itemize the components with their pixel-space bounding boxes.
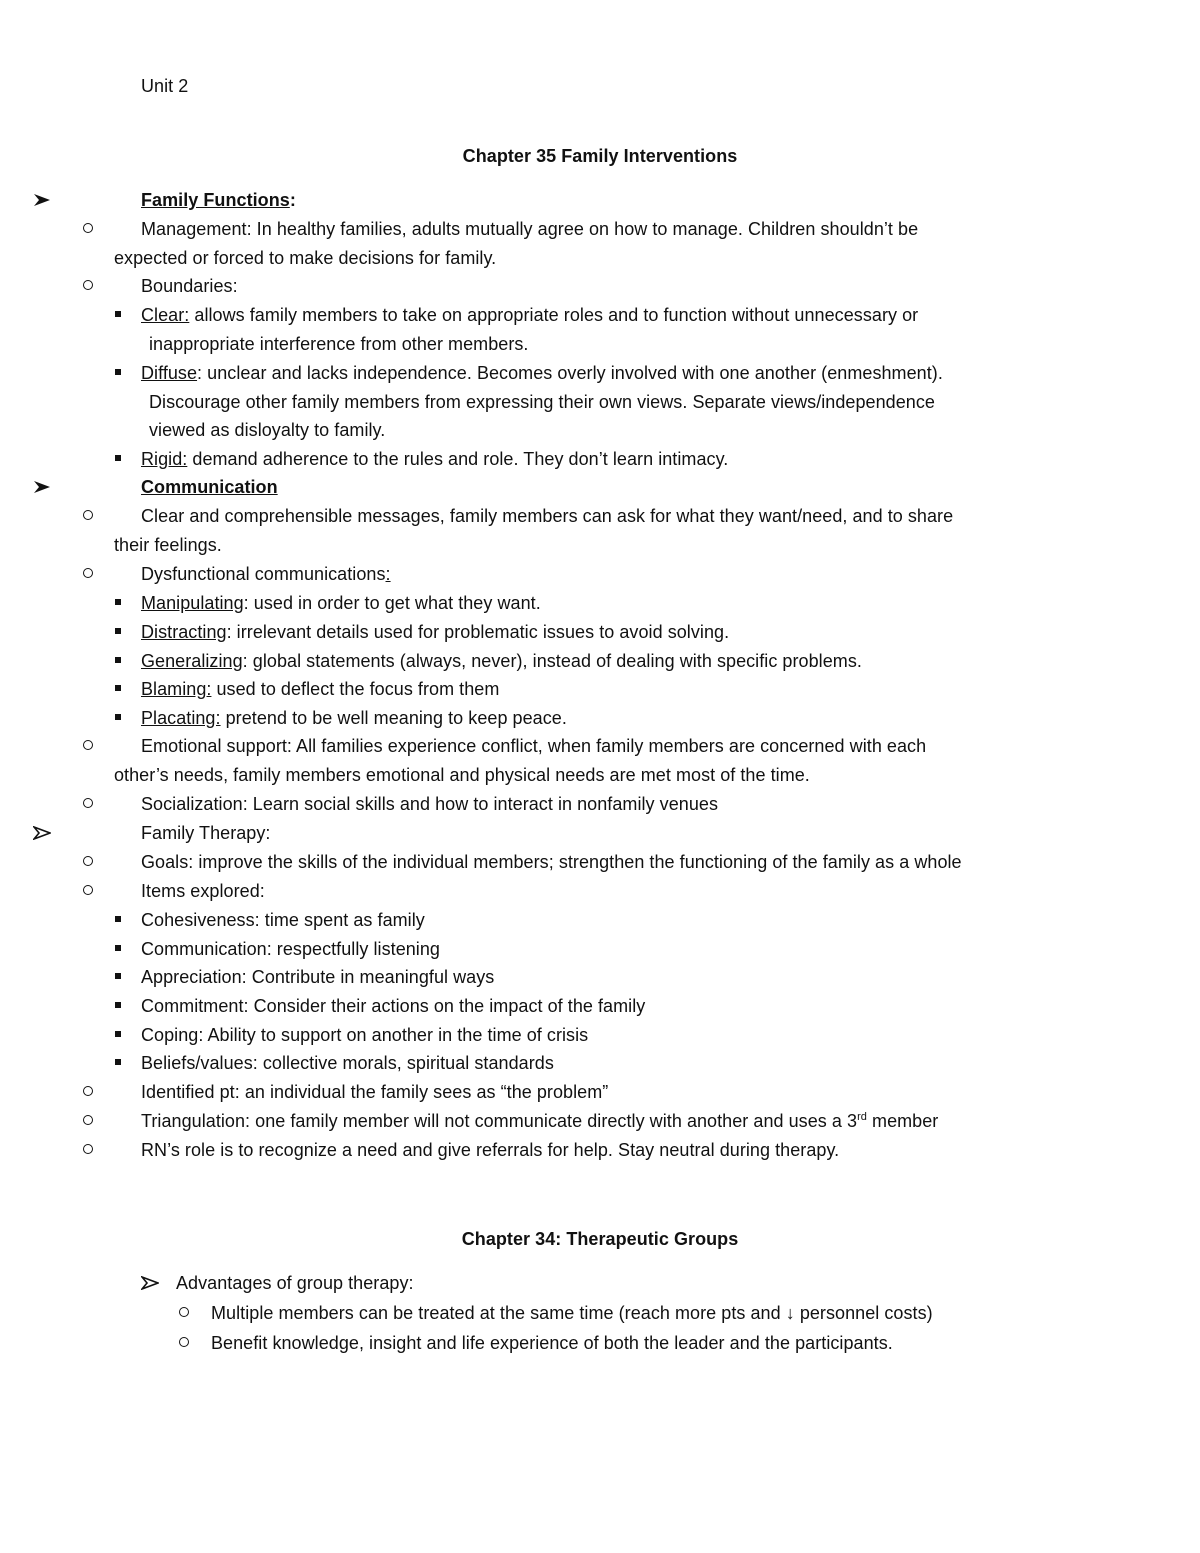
advantage-text: Multiple members can be treated at the same time (reach more pts and ↓ personnel costs)	[211, 1303, 933, 1323]
explored-item-text: Beliefs/values: collective morals, spiritual standards	[141, 1053, 554, 1073]
arrowhead-bullet-icon	[30, 474, 54, 500]
dysfunctional-term: Placating:	[141, 708, 221, 728]
clear-continuation	[0, 331, 1200, 357]
advantages-heading	[0, 1270, 1200, 1296]
circle-bullet-icon	[80, 1137, 96, 1163]
diffuse-term: Diffuse	[141, 363, 198, 383]
dysfunctional-colon: :	[385, 564, 391, 584]
list-item-explored	[0, 1050, 1200, 1076]
square-bullet-icon	[108, 907, 128, 933]
dysfunctional-text: used to deflect the focus from them	[211, 679, 500, 699]
circle-bullet-icon	[80, 791, 96, 817]
list-item-clear-messages	[0, 503, 1200, 529]
family-functions-heading	[0, 187, 1200, 213]
management-line-2: expected or forced to make decisions for family.	[114, 248, 497, 268]
circle-bullet-icon	[80, 503, 96, 529]
circle-bullet-icon	[80, 1079, 96, 1105]
list-item-advantage	[0, 1330, 1200, 1356]
clear-messages-line-1: Clear and comprehensible messages, family members can ask for what they want/need, and to share	[141, 506, 954, 526]
management-line-1: Management: In healthy families, adults mutually agree on how to manage. Children shouldn’t be	[141, 219, 919, 239]
list-item-emotional-support	[0, 733, 1200, 759]
list-item-clear	[0, 302, 1200, 328]
list-item-rigid	[0, 446, 1200, 472]
diffuse-line-2: Discourage other family members from expressing their own views. Separate views/independence	[149, 392, 935, 412]
square-bullet-icon	[108, 993, 128, 1019]
square-bullet-icon	[108, 1022, 128, 1048]
socialization-text: Socialization: Learn social skills and how to interact in nonfamily venues	[141, 794, 719, 814]
clear-messages-continuation	[0, 532, 1200, 558]
goals-text: Goals: improve the skills of the individual members; strengthen the functioning of the family as a whole	[141, 852, 962, 872]
circle-bullet-icon	[80, 1108, 96, 1134]
list-item-explored	[0, 1022, 1200, 1048]
family-therapy-label: Family Therapy:	[141, 823, 271, 843]
boundaries-label: Boundaries:	[141, 276, 238, 296]
square-bullet-icon	[108, 964, 128, 990]
ordinal-suffix: rd	[857, 1111, 867, 1123]
triangulation-end: member	[866, 1111, 939, 1131]
list-item-goals	[0, 849, 1200, 875]
list-item-triangulation	[0, 1108, 1200, 1134]
square-bullet-icon	[108, 648, 128, 674]
list-item-diffuse	[0, 360, 1200, 386]
clear-messages-line-2: their feelings.	[114, 535, 222, 555]
family-functions-label: Family Functions	[141, 190, 290, 210]
explored-item-text: Commitment: Consider their actions on the impact of the family	[141, 996, 646, 1016]
list-item-explored	[0, 964, 1200, 990]
list-item-generalizing	[0, 648, 1200, 674]
square-bullet-icon	[108, 302, 128, 328]
family-therapy-heading	[0, 820, 1200, 846]
list-item-explored	[0, 993, 1200, 1019]
communication-heading	[0, 474, 1200, 500]
circle-bullet-icon	[80, 561, 96, 587]
dysfunctional-term: Generalizing	[141, 651, 243, 671]
list-item-management	[0, 216, 1200, 242]
explored-item-text: Coping: Ability to support on another in the time of crisis	[141, 1025, 589, 1045]
rigid-term: Rigid:	[141, 449, 188, 469]
explored-item-text: Cohesiveness: time spent as family	[141, 910, 425, 930]
rn-role-text: RN’s role is to recognize a need and give referrals for help. Stay neutral during therapy.	[141, 1140, 840, 1160]
emotional-support-continuation	[0, 762, 1200, 788]
dysfunctional-text: : used in order to get what they want.	[243, 593, 541, 613]
items-explored-label: Items explored:	[141, 881, 265, 901]
square-bullet-icon	[108, 676, 128, 702]
family-functions-colon: :	[289, 190, 296, 210]
list-item-identified-pt	[0, 1079, 1200, 1105]
circle-bullet-icon	[80, 273, 96, 299]
chapter-35-title: Chapter 35 Family Interventions	[462, 146, 738, 166]
dysfunctional-term: Blaming:	[141, 679, 212, 699]
list-item-blaming	[0, 676, 1200, 702]
circle-bullet-icon	[176, 1300, 192, 1326]
square-bullet-icon	[108, 446, 128, 472]
emotional-support-line-2: other’s needs, family members emotional and physical needs are met most of the time.	[114, 765, 810, 785]
explored-item-text: Appreciation: Contribute in meaningful ways	[141, 967, 495, 987]
square-bullet-icon	[108, 590, 128, 616]
square-bullet-icon	[108, 619, 128, 645]
diffuse-continuation-1	[0, 389, 1200, 415]
circle-bullet-icon	[80, 733, 96, 759]
advantages-label: Advantages of group therapy:	[176, 1273, 414, 1293]
dysfunctional-text: : global statements (always, never), instead of dealing with specific problems.	[242, 651, 862, 671]
triangulation-text: Triangulation: one family member will not communicate directly with another and uses a 3	[141, 1111, 858, 1131]
diffuse-line-3: viewed as disloyalty to family.	[149, 420, 386, 440]
circle-bullet-icon	[80, 216, 96, 242]
explored-item-text: Communication: respectfully listening	[141, 939, 440, 959]
management-continuation	[0, 245, 1200, 271]
list-item-manipulating	[0, 590, 1200, 616]
advantage-text: Benefit knowledge, insight and life experience of both the leader and the participants.	[211, 1333, 893, 1353]
communication-label: Communication	[141, 477, 278, 497]
circle-bullet-icon	[80, 878, 96, 904]
emotional-support-line-1: Emotional support: All families experience conflict, when family members are concerned with each	[141, 736, 927, 756]
list-item-placating	[0, 705, 1200, 731]
identified-pt-text: Identified pt: an individual the family sees as “the problem”	[141, 1082, 609, 1102]
list-item-explored	[0, 936, 1200, 962]
chapter-34-title: Chapter 34: Therapeutic Groups	[461, 1229, 739, 1249]
rigid-text: demand adherence to the rules and role. They don’t learn intimacy.	[187, 449, 729, 469]
dysfunctional-text: pretend to be well meaning to keep peace.	[220, 708, 567, 728]
square-bullet-icon	[108, 1050, 128, 1076]
clear-line-1: allows family members to take on appropriate roles and to function without unnecessary or	[189, 305, 919, 325]
list-item-socialization	[0, 791, 1200, 817]
clear-line-2: inappropriate interference from other members.	[149, 334, 529, 354]
dysfunctional-term: Manipulating	[141, 593, 244, 613]
list-item-distracting	[0, 619, 1200, 645]
arrowhead-bullet-icon	[30, 187, 54, 213]
unit-label: Unit 2	[141, 76, 189, 96]
list-item-explored	[0, 907, 1200, 933]
list-item-rn-role	[0, 1137, 1200, 1163]
arrowhead-outline-bullet-icon	[138, 1270, 162, 1296]
list-item-boundaries	[0, 273, 1200, 299]
circle-bullet-icon	[176, 1330, 192, 1356]
diffuse-line-1: : unclear and lacks independence. Becomes overly involved with one another (enmeshment).	[197, 363, 943, 383]
circle-bullet-icon	[80, 849, 96, 875]
square-bullet-icon	[108, 705, 128, 731]
square-bullet-icon	[108, 360, 128, 386]
clear-term: Clear:	[141, 305, 190, 325]
diffuse-continuation-2	[0, 417, 1200, 443]
dysfunctional-text: : irrelevant details used for problematic issues to avoid solving.	[226, 622, 730, 642]
list-item-items-explored	[0, 878, 1200, 904]
dysfunctional-term: Distracting	[141, 622, 227, 642]
dysfunctional-label: Dysfunctional communications	[141, 564, 386, 584]
square-bullet-icon	[108, 936, 128, 962]
list-item-dysfunctional	[0, 561, 1200, 587]
list-item-advantage	[0, 1300, 1200, 1326]
arrowhead-outline-bullet-icon	[30, 820, 54, 846]
